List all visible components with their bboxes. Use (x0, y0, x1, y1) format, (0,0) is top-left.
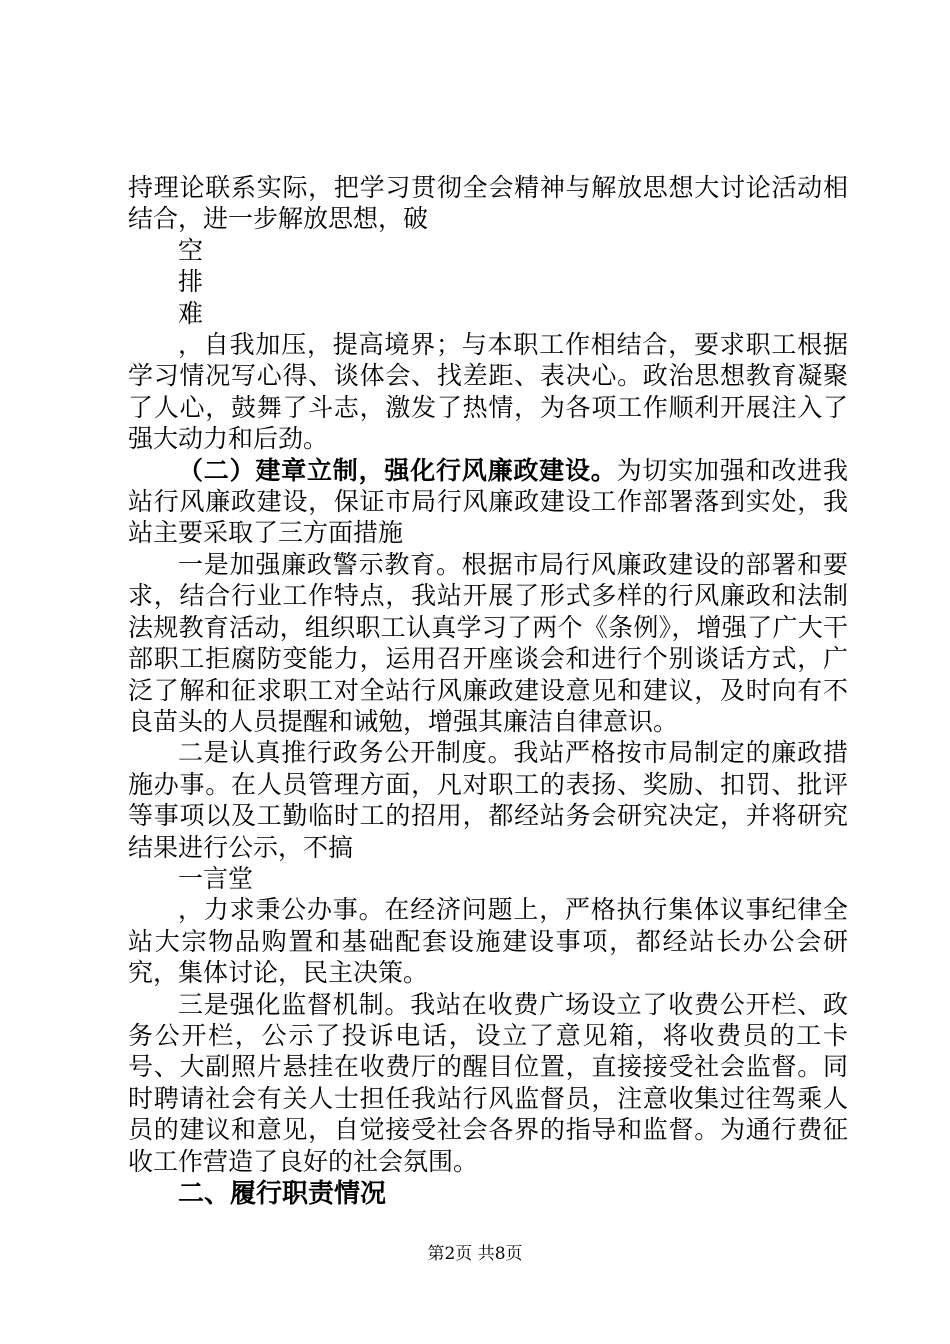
paragraph-3 (128, 455, 848, 549)
paragraph-3-text: 为切实加强和改进我站行风廉政建设，保证市局行风廉政建设工作部署落到实处，我站主要采取了三方面措施 (128, 455, 848, 548)
paragraph-6: ，力求秉公办事。在经济问题上，严格执行集体议事纪律全站大宗物品购置和基础配套设施建设事项，都经站长办公会研究，集体讨论，民主决策。 (128, 895, 848, 988)
word-line-2: 排 (178, 267, 204, 297)
paragraph-7: 三是强化监督机制。我站在收费广场设立了收费公开栏、政务公开栏，公示了投诉电话，设立了意见箱，将收费员的工卡号、大副照片悬挂在收费厅的醒目位置，直接接受社会监督。同时聘请社会有关人士担任我站行风监督员，注意收集过往驾乘人员的建议和意见，自觉接受社会各界的指导和监督。为通行费征收工作营造了良好的社会氛围。 (128, 989, 848, 1176)
paragraph-1: 持理论联系实际，把学习贯彻全会精神与解放思想大讨论活动相结合，进一步解放思想，破 (128, 173, 848, 234)
paragraph-5: 二是认真推行政务公开制度。我站严格按市局制定的廉政措施办事。在人员管理方面，凡对职工的表扬、奖励、扣罚、批评等事项以及工勤临时工的招用，都经站务会研究决定，并将研究结果进行公示，不搞 (128, 738, 848, 862)
paragraph-2: ，自我加压，提高境界；与本职工作相结合，要求职工根据学习情况写心得、谈体会、找差距、表决心。政治思想教育凝聚了人心，鼓舞了斗志，激发了热情，为各项工作顺利开展注入了强大动力和后劲。 (128, 330, 848, 454)
document-body (128, 172, 848, 1211)
section-heading-2: （二）建章立制，强化行风廉政建设。 (178, 455, 617, 485)
word-line-3: 难 (178, 298, 204, 328)
page-footer: 第2页 共8页 (427, 1244, 523, 1264)
paragraph-4: 一是加强廉政警示教育。根据市局行风廉政建设的部署和要求，结合行业工作特点，我站开展了形式多样的行风廉政和法制法规教育活动，组织职工认真学习了两个《条例》，增强了广大干部职工拒腐防变能力，运用召开座谈会和进行个别谈话方式，广泛了解和征求职工对全站行风廉政建设意见和建议，及时向有不良苗头的人员提醒和诫勉，增强其廉洁自律意识。 (128, 549, 848, 736)
section-heading: 二、履行职责情况 (178, 1179, 387, 1209)
word-line-4: 一言堂 (178, 863, 254, 893)
word-line-1: 空 (178, 235, 204, 265)
